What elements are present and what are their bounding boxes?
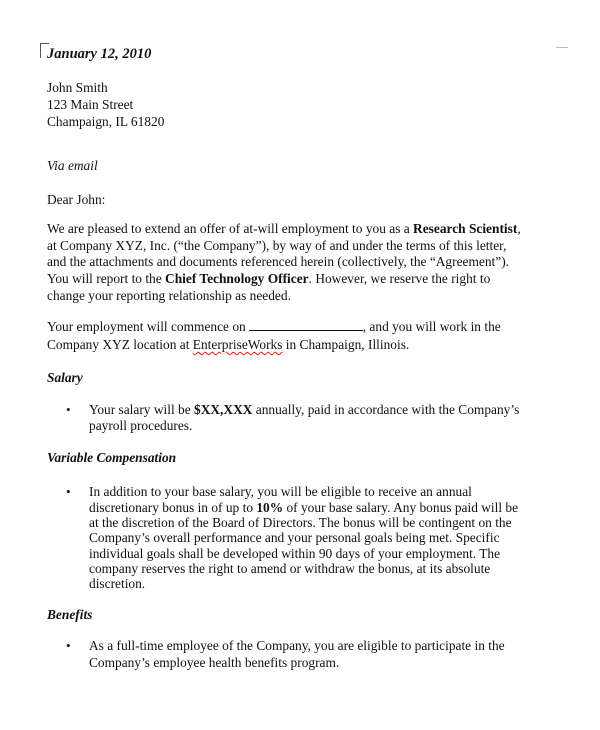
bullet-icon: • xyxy=(66,402,71,417)
start-date-blank xyxy=(249,320,363,331)
recipient-street: 123 Main Street xyxy=(47,97,134,112)
intro-line-5: change your reporting relationship as needed. xyxy=(47,288,291,303)
benefits-line-1: As a full-time employee of the Company, you are eligible to participate in the xyxy=(89,638,505,653)
variable-line-5: individual goals shall be developed within 90 days of your employment. The xyxy=(89,546,501,561)
variable-line-1: In addition to your base salary, you will be eligible to receive an annual xyxy=(89,484,472,499)
benefits-line-2: Company’s employee health benefits program. xyxy=(89,655,340,670)
salary-line-1 xyxy=(89,402,519,418)
salary-text: annually, paid in accordance with the Company’s xyxy=(252,402,520,417)
intro-line-3: and the attachments and documents referenced herein (collectively, the “Agreement”). xyxy=(47,254,510,269)
intro-text: We are pleased to extend an offer of at-will employment to you as a xyxy=(47,221,414,236)
bullet-icon: • xyxy=(66,484,71,499)
salary-text: Your salary will be xyxy=(89,402,195,417)
letter-date: January 12, 2010 xyxy=(47,46,152,62)
variable-text: of your base salary. Any bonus paid will be xyxy=(283,500,519,515)
intro-text: , xyxy=(517,221,521,236)
commence-line-1 xyxy=(47,319,501,335)
margin-corner-mark-right xyxy=(556,47,568,48)
benefits-heading: Benefits xyxy=(47,607,93,622)
salutation: Dear John: xyxy=(47,192,106,207)
salary-amount: $XX,XXX xyxy=(194,402,253,417)
commence-text: , and you will work in the xyxy=(362,319,501,334)
reports-to: Chief Technology Officer xyxy=(165,271,309,286)
intro-line-4 xyxy=(47,271,490,287)
recipient-name: John Smith xyxy=(47,80,108,95)
via-email: Via email xyxy=(47,158,98,173)
variable-line-7: discretion. xyxy=(89,576,146,591)
variable-line-4: Company’s overall performance and your personal goals being met. Specific xyxy=(89,530,500,545)
commence-text: Your employment will commence on xyxy=(47,319,246,334)
intro-text: You will report to the xyxy=(47,271,166,286)
intro-line-1 xyxy=(47,221,521,237)
salary-line-2: payroll procedures. xyxy=(89,418,193,433)
recipient-city: Champaign, IL 61820 xyxy=(47,114,165,129)
intro-line-2: at Company XYZ, Inc. (“the Company”), by way of and under the terms of this letter, xyxy=(47,238,507,253)
commence-text: in Champaign, Illinois. xyxy=(282,337,410,352)
intro-text: . However, we reserve the right to xyxy=(308,271,491,286)
salary-heading: Salary xyxy=(47,370,83,385)
bullet-icon: • xyxy=(66,638,71,653)
bonus-percent: 10% xyxy=(256,500,284,515)
variable-line-2 xyxy=(89,500,518,516)
variable-heading: Variable Compensation xyxy=(47,450,177,465)
job-title: Research Scientist xyxy=(413,221,518,236)
variable-text: discretionary bonus in of up to xyxy=(89,500,257,515)
variable-line-3: at the discretion of the Board of Directors. The bonus will be contingent on the xyxy=(89,515,512,530)
commence-text: Company XYZ location at xyxy=(47,337,193,352)
variable-line-6: company reserves the right to amend or withdraw the bonus, at its absolute xyxy=(89,561,491,576)
commence-line-2 xyxy=(47,337,409,353)
location-name: EnterpriseWorks xyxy=(192,337,283,352)
